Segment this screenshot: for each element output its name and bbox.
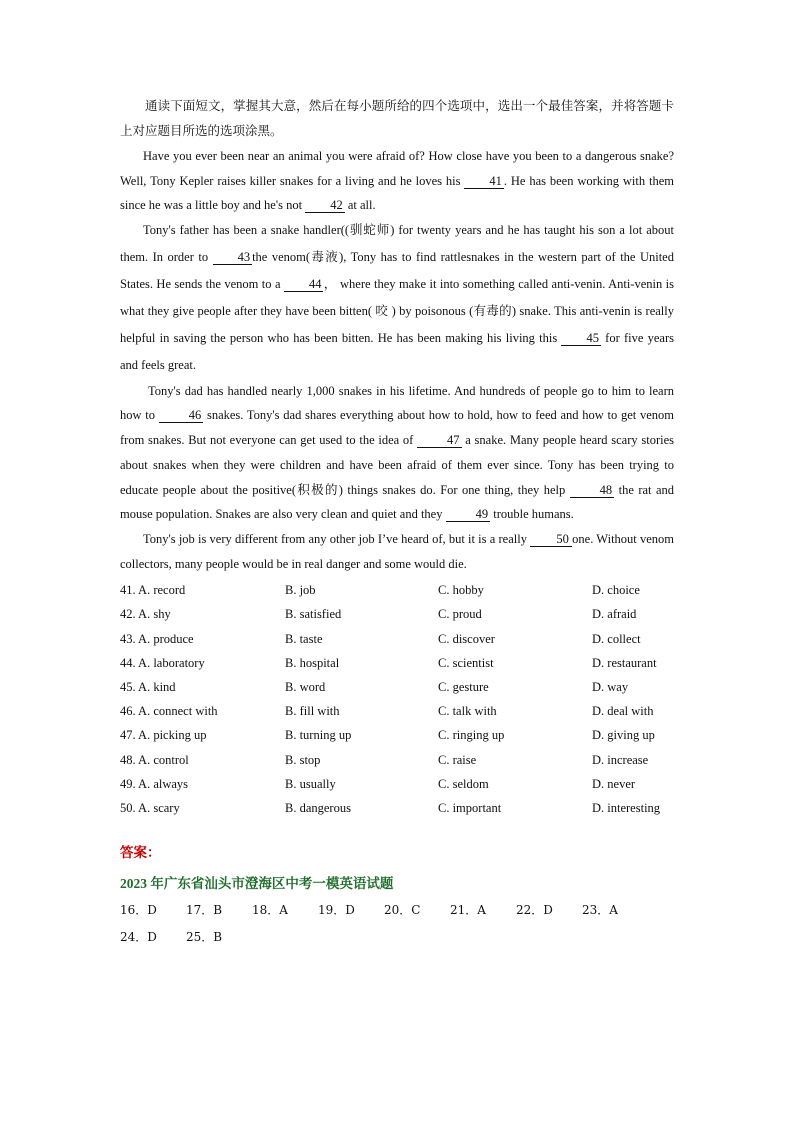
option-row (120, 772, 674, 796)
option-b: B. job (285, 583, 316, 598)
answer-key-list (120, 897, 674, 951)
answer-key: 19．D (318, 903, 355, 918)
passage-text: Tony's job is very different from any other job I’ve heard of, but it is a really (143, 532, 531, 547)
option-d: D. choice (592, 583, 640, 598)
option-d: D. never (592, 776, 636, 791)
option-b: B. turning up (285, 728, 352, 743)
option-a: 42. A. shy (120, 607, 171, 622)
passage-paragraph-4 (120, 527, 674, 576)
option-d: D. afraid (592, 607, 637, 622)
option-c: C. proud (438, 607, 482, 622)
blank-49: 49 (446, 507, 491, 522)
blank-44: 44 (284, 277, 324, 292)
passage-text: a snake. Many people heard scary stories about snakes when they were children and have been afraid of them ever since. Tony has been trying to educate people about the positive(积极的) things snakes do. For one thing, they help (120, 433, 675, 497)
option-row (120, 578, 674, 602)
option-row (120, 602, 674, 626)
option-d: D. deal with (592, 704, 654, 719)
option-a: 43. A. produce (120, 631, 194, 646)
blank-50: 50 (530, 532, 572, 547)
passage-text: Tony's father has been a snake handler((驯蛇师) for twenty years and he has taught his son a lot about them. In order to (120, 222, 674, 264)
option-c: C. hobby (438, 583, 484, 598)
option-c: C. seldom (438, 776, 489, 791)
blank-45: 45 (561, 331, 601, 346)
option-d: D. way (592, 680, 629, 695)
option-d: D. collect (592, 631, 641, 646)
option-d: D. increase (592, 752, 649, 767)
answer-key: 16．D (120, 903, 157, 918)
option-b: B. taste (285, 631, 323, 646)
option-row (120, 723, 674, 747)
worksheet (120, 94, 674, 951)
option-c: C. discover (438, 631, 495, 646)
option-a: 47. A. picking up (120, 728, 207, 743)
instruction-text: 通读下面短文，掌握其大意，然后在每小题所给的四个选项中，选出一个最佳答案，并将答题卡上对应题目所选的选项涂黑。 (120, 99, 674, 138)
option-row (120, 627, 674, 651)
option-a: 45. A. kind (120, 680, 176, 695)
passage-text: the rat and mouse population. Snakes are also very clean and quiet and they (120, 482, 674, 522)
answer-key: 18．A (252, 903, 288, 918)
option-a: 46. A. connect with (120, 704, 218, 719)
blank-43: 43 (213, 250, 253, 265)
option-b: B. stop (285, 752, 321, 767)
passage-text: Have you ever been near an animal you were afraid of? How close have you been to a dangerous snake? Well, Tony Kepler raises killer snakes for a living and he loves his (120, 149, 674, 188)
options-table (120, 578, 674, 820)
option-b: B. dangerous (285, 800, 351, 815)
option-row (120, 748, 674, 772)
option-b: B. satisfied (285, 607, 342, 622)
option-a: 50. A. scary (120, 800, 180, 815)
blank-42: 42 (305, 198, 345, 213)
passage-text: Tony's dad has handled nearly 1,000 snakes in his lifetime. And hundreds of people go to him to learn how to (120, 383, 674, 423)
answer-key: 17．B (186, 903, 223, 918)
option-a: 44. A. laboratory (120, 655, 205, 670)
option-a: 49. A. always (120, 776, 189, 791)
option-a: 41. A. record (120, 583, 186, 598)
passage-text: the venom(毒液), Tony has to find rattlesnakes in the western part of the United States. He sends the venom to a (120, 249, 674, 291)
passage-paragraph-2 (120, 217, 674, 379)
blank-47: 47 (417, 433, 462, 448)
answer-key: 21．A (450, 903, 486, 918)
passage-paragraph-1 (120, 144, 674, 218)
option-row (120, 796, 674, 820)
option-b: B. fill with (285, 704, 340, 719)
blank-46: 46 (159, 408, 204, 423)
passage-text: at all. (344, 198, 376, 212)
passage-text: for five years and feels great. (120, 330, 674, 372)
option-c: C. gesture (438, 680, 489, 695)
answer-key: 20．C (384, 903, 421, 918)
option-row (120, 699, 674, 723)
passage-text: one. Without venom collectors, many people would be in real danger and some would die. (120, 532, 675, 571)
passage-paragraph-3 (120, 379, 674, 528)
option-b: B. hospital (285, 655, 340, 670)
option-b: B. usually (285, 776, 336, 791)
answer-key: 24．D (120, 930, 157, 945)
answer-key: 22．D (516, 903, 553, 918)
option-c: C. scientist (438, 655, 494, 670)
passage-text: trouble humans. (490, 507, 574, 522)
option-row (120, 675, 674, 699)
option-c: C. important (438, 800, 502, 815)
option-b: B. word (285, 680, 326, 695)
exam-title: 2023 年广东省汕头市澄海区中考一模英语试题 (120, 876, 394, 892)
option-a: 48. A. control (120, 752, 189, 767)
option-c: C. ringing up (438, 728, 505, 743)
option-d: D. giving up (592, 728, 655, 743)
answer-label: 答案： (120, 845, 161, 861)
blank-41: 41 (464, 174, 504, 189)
answer-key: 25．B (186, 930, 223, 945)
option-row (120, 651, 674, 675)
blank-48: 48 (570, 483, 615, 498)
passage-text: ， where they make it into something called anti-venin. Anti-venin is what they give people after they have been bitten( 咬 ) by poisonous (有毒的) snake. This anti-venin is really helpful in saving the person who has been bitten. He has been making his living this (120, 276, 675, 345)
passage-text: snakes. Tony's dad shares everything about how to hold, how to feed and how to get venom from snakes. But not everyone can get used to the idea of (120, 408, 675, 448)
option-d: D. interesting (592, 800, 661, 815)
option-c: C. raise (438, 752, 477, 767)
answer-key: 23．A (582, 903, 618, 918)
option-c: C. talk with (438, 704, 497, 719)
option-d: D. restaurant (592, 655, 657, 670)
passage-text: . He has been working with them since he was a little boy and he's not (120, 173, 674, 212)
